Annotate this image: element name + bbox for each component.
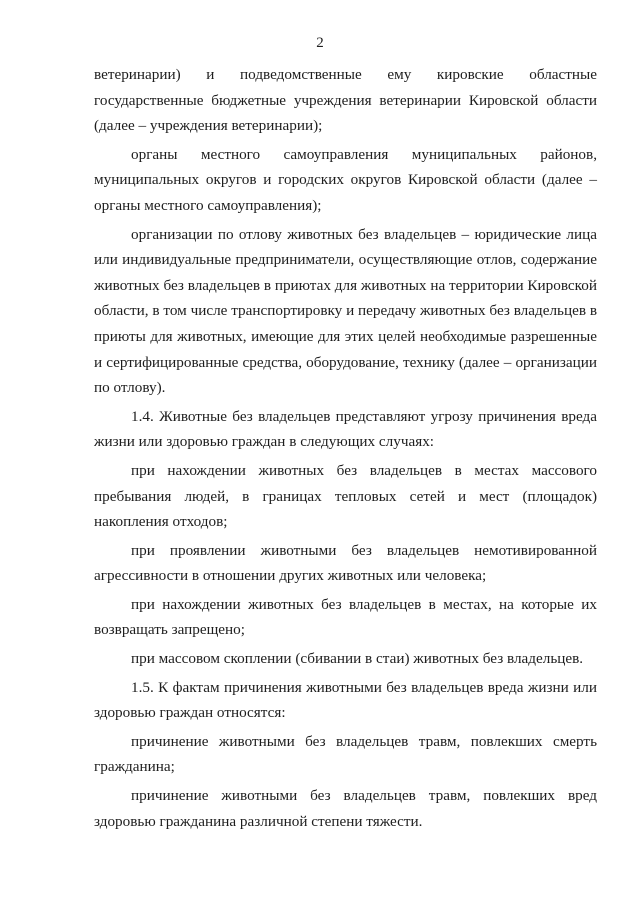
document-body (94, 62, 597, 837)
paragraph-1-5-harm-facts: 1.5. К фактам причинения животными без владельцев вреда жизни или здоровью граждан относятся: (94, 678, 597, 722)
page-number: 2 (316, 35, 324, 51)
paragraph-aggressiveness: при проявлении животными без владельцев немотивированной агрессивности в отношении других животных или человека; (94, 541, 597, 585)
paragraph-veterinary-institutions: ветеринарии) и подведомственные ему кировские областные государственные бюджетные учреждения ветеринарии Кировской области (далее – учреждения ветеринарии); (94, 66, 597, 135)
paragraph-fatal-injuries: причинение животными без владельцев травм, повлекших смерть гражданина; (94, 732, 597, 776)
paragraph-mass-presence: при нахождении животных без владельцев в местах массового пребывания людей, в границах тепловых сетей и мест (площадок) накопления отходов; (94, 461, 597, 531)
paragraph-health-injuries: причинение животными без владельцев травм, повлекших вред здоровью гражданина различной степени тяжести. (94, 787, 597, 830)
paragraph-1-4-threat: 1.4. Животные без владельцев представляют угрозу причинения вреда жизни или здоровью граждан в следующих случаях: (94, 407, 597, 451)
paragraph-forbidden-return: при нахождении животных без владельцев в местах, на которые их возвращать запрещено; (94, 595, 597, 639)
paragraph-capture-organizations: организации по отлову животных без владельцев – юридические лица или индивидуальные предприниматели, осуществляющие отлов, содержание животных без владельцев в приютах для животных на территории Кировской области, в том числе транспортировку и передачу животных без владельцев в приюты для животных, имеющие для этих целей необходимые разрешенные и сертифицированные средства, оборудование, технику (далее – организации по отлову). (94, 225, 597, 397)
paragraph-local-self-government: органы местного самоуправления муниципальных районов, муниципальных округов и городских округов Кировской области (далее – органы местного самоуправления); (94, 145, 597, 214)
paragraph-packs: при массовом скоплении (сбивании в стаи) животных без владельцев. (131, 650, 584, 668)
